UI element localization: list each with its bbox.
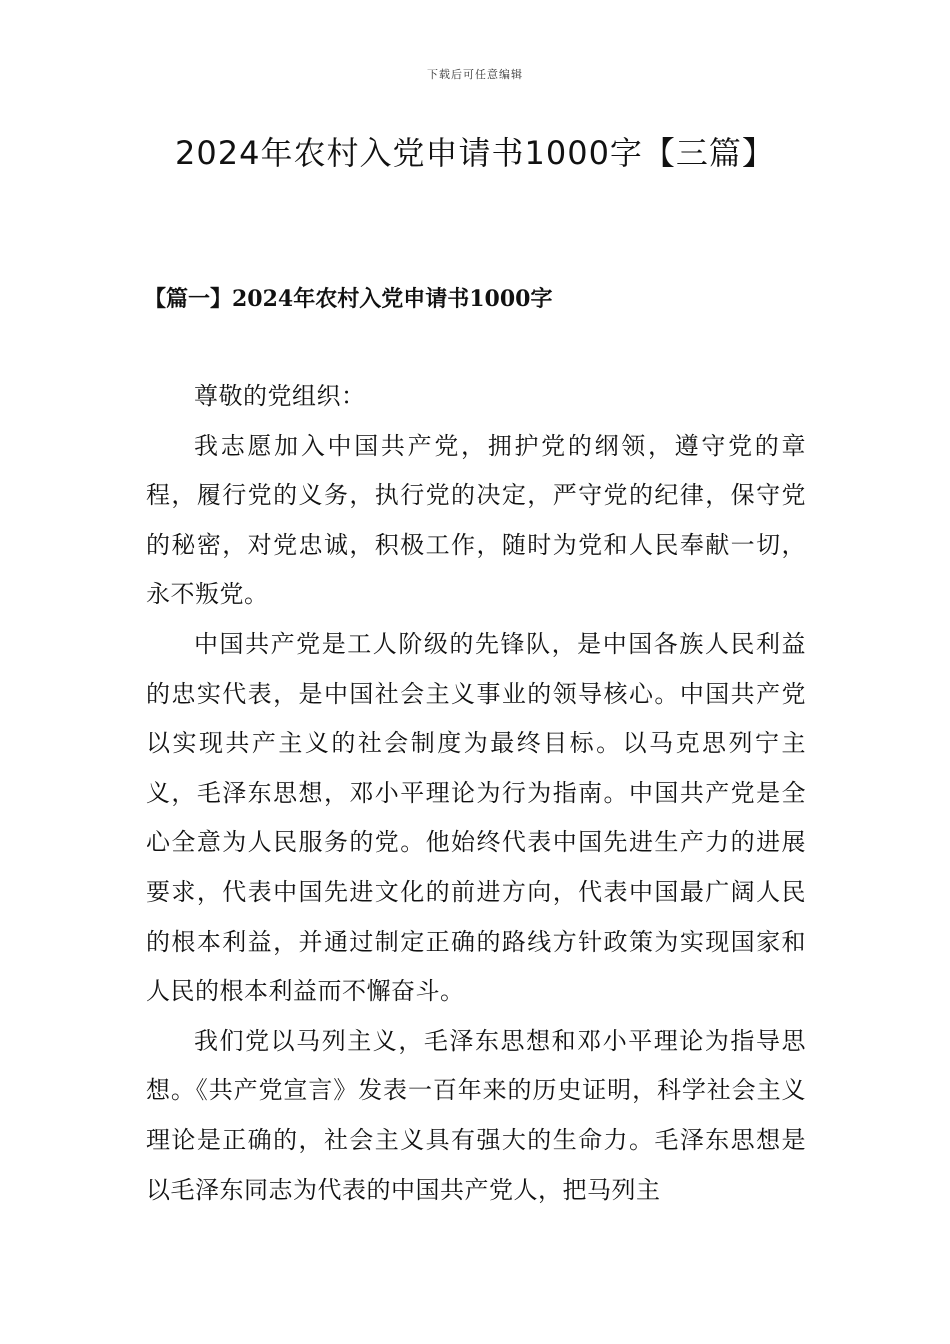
- salutation: 尊敬的党组织：: [194, 382, 366, 410]
- body-paragraph-2: 中国共产党是工人阶级的先锋队，是中国各族人民利益的忠实代表，是中国社会主义事业的领导核心。中国共产党以实现共产主义的社会制度为最终目标。以马克思列宁主义，毛泽东思想，邓小平理论为行为指南。中国共产党是全心全意为人民服务的党。他始终代表中国先进生产力的进展要求，代表中国先进文化的前进方向，代表中国最广阔人民的根本利益，并通过制定正确的路线方针政策为实现国家和人民的根本利益而不懈奋斗。: [146, 629, 806, 1006]
- header-note: 下载后可任意编辑: [427, 68, 523, 81]
- document-title: 2024年农村入党申请书1000字【三篇】: [175, 134, 775, 172]
- document-body: [146, 372, 806, 1215]
- body-paragraph-1: 我志愿加入中国共产党，拥护党的纲领，遵守党的章程，履行党的义务，执行党的决定，严守党的纪律，保守党的秘密，对党忠诚，积极工作，随时为党和人民奉献一切，永不叛党。: [146, 431, 806, 609]
- body-paragraph-3: 我们党以马列主义，毛泽东思想和邓小平理论为指导思想。《共产党宣言》发表一百年来的历史证明，科学社会主义理论是正确的，社会主义具有强大的生命力。毛泽东思想是以毛泽东同志为代表的中国共产党人，把马列主: [146, 1026, 806, 1204]
- section-heading: 【篇一】2024年农村入党申请书1000字: [144, 286, 553, 312]
